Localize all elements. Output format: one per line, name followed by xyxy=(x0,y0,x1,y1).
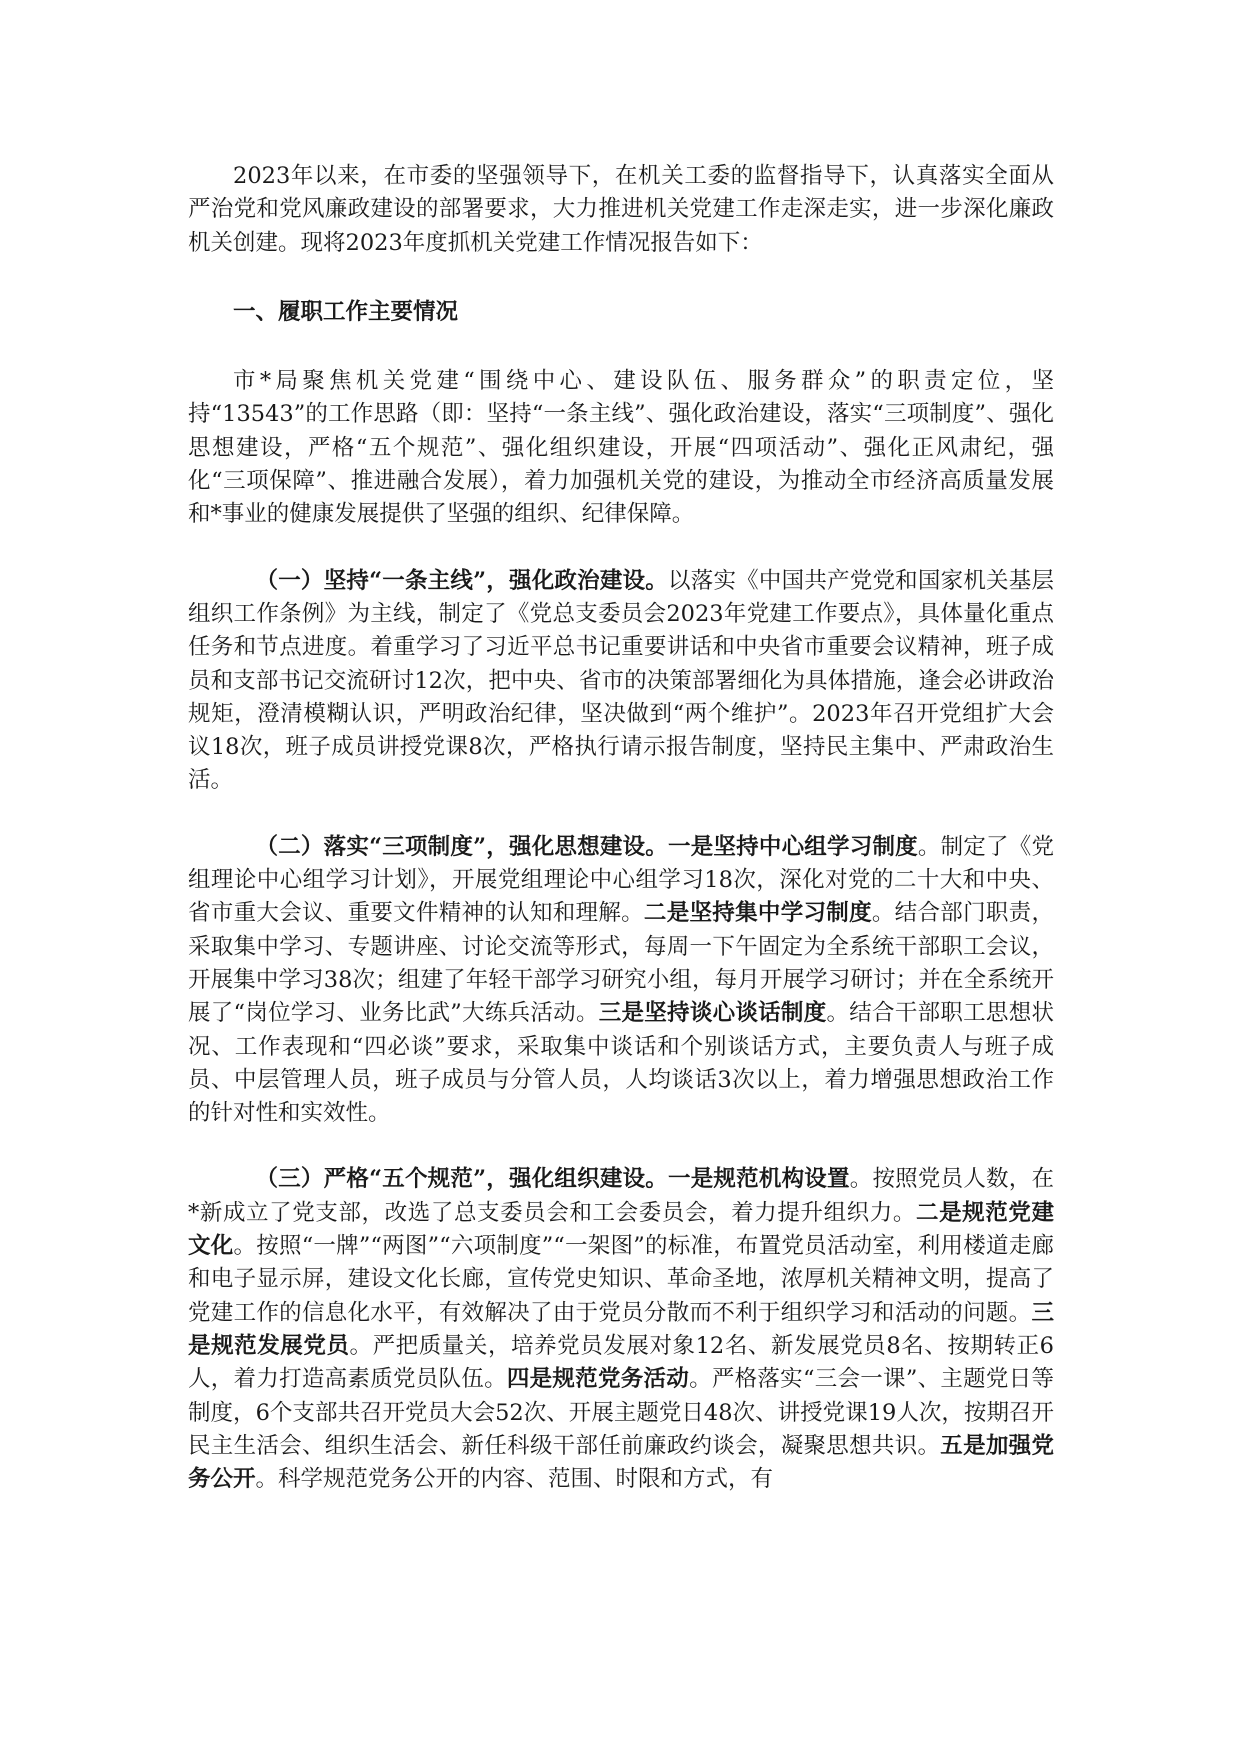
intro-paragraph: 2023年以来，在市委的坚强领导下，在机关工委的监督指导下，认真落实全面从严治党和党风廉政建设的部署要求，大力推进机关党建工作走深走实，进一步深化廉政机关创建。现将2023年度抓机关党建工作情况报告如下： xyxy=(188,163,1054,256)
section-2-title: （二）落实“三项制度”，强化思想建设。 xyxy=(255,833,668,860)
overview-paragraph: 市*局聚焦机关党建“围绕中心、建设队伍、服务群众”的职责定位，坚持“13543”的工作思路（即：坚持“一条主线”、强化政治建设，落实“三项制度”、强化思想建设，严格“五个规范”、强化组织建设，开展“四项活动”、强化正风肃纪，强化“三项保障”、推进融合发展），着力加强机关党的建设，为推动全市经济高质量发展和*事业的健康发展提供了坚强的组织、纪律保障。 xyxy=(188,368,1054,528)
section-1-title: （一）坚持“一条主线”，强化政治建设。 xyxy=(255,567,669,594)
section-3-point-5-title: 五是加强党务公开 xyxy=(188,1432,1054,1493)
section-3-point-1-text: 。按照党员人数，在*新成立了党支部，改选了总支委员会和工会委员会，着力提升组织力。 xyxy=(188,1166,1054,1226)
section-2-point-1-text: 。制定了《党组理论中心组学习计划》，开展党组理论中心组学习18次，深化对党的二十大和中央、省市重大会议、重要文件精神的认知和理解。 xyxy=(188,833,1054,927)
document-body xyxy=(188,160,1054,1496)
section-1-paragraph xyxy=(188,565,1054,798)
section-3-point-4-text: 。严格落实“三会一课”、主题党日等制度，6个支部共召开党员大会52次、开展主题党日48次、讲授党课19人次，按期召开民主生活会、组织生活会、新任科级干部任前廉政约谈会，凝聚思想共识。 xyxy=(188,1366,1054,1459)
section-3-paragraph xyxy=(188,1163,1054,1496)
section-2-point-2-title: 二是坚持集中学习制度 xyxy=(643,900,872,927)
section-heading-1: 一、履职工作主要情况 xyxy=(233,298,459,325)
section-2-point-3-title: 三是坚持谈心谈话制度 xyxy=(598,1000,827,1027)
section-2-point-1-title: 一是坚持中心组学习制度 xyxy=(668,833,918,860)
section-3-point-3-title: 三是规范发展党员 xyxy=(188,1299,1054,1359)
section-3-point-1-title: 一是规范机构设置 xyxy=(668,1166,850,1193)
section-3-point-2-title: 二是规范党建文化 xyxy=(188,1199,1054,1260)
section-3-point-4-title: 四是规范党务活动 xyxy=(506,1366,690,1393)
section-1-body: 以落实《中国共产党党和国家机关基层组织工作条例》为主线，制定了《党总支委员会2023年党建工作要点》，具体量化重点任务和节点进度。着重学习了习近平总书记重要讲话和中央省市重要会议精神，班子成员和支部书记交流研讨12次，把中央、省市的决策部署细化为具体措施，逢会必讲政治规矩，澄清模糊认识，严明政治纪律，坚决做到“两个维护”。2023年召开党组扩大会议18次，班子成员讲授党课8次，严格执行请示报告制度，坚持民主集中、严肃政治生活。 xyxy=(188,567,1054,794)
section-2-point-3-text: 。结合干部职工思想状况、工作表现和“四必谈”要求，采取集中谈话和个别谈话方式，主要负责人与班子成员、中层管理人员，班子成员与分管人员，人均谈话3次以上，着力增强思想政治工作的针对性和实效性。 xyxy=(188,1000,1054,1127)
section-3-title: （三）严格“五个规范”，强化组织建设。 xyxy=(255,1166,668,1193)
section-3-point-5-text: 。科学规范党务公开的内容、范围、时限和方式，有 xyxy=(255,1466,774,1493)
section-2-paragraph xyxy=(188,831,1054,1131)
section-3-point-3-text: 。严把质量关，培养党员发展对象12名、新发展党员8名、按期转正6人，着力打造高素质党员队伍。 xyxy=(188,1332,1054,1393)
section-2-point-2-text: 。结合部门职责，采取集中学习、专题讲座、讨论交流等形式，每周一下午固定为全系统干部职工会议，开展集中学习38次；组建了年轻干部学习研究小组，每月开展学习研讨；并在全系统开展了“岗位学习、业务比武”大练兵活动。 xyxy=(188,900,1054,1027)
section-3-point-2-text: 。按照“一牌”“两图”“六项制度”“一架图”的标准，布置党员活动室，利用楼道走廊和电子显示屏，建设文化长廊，宣传党史知识、革命圣地，浓厚机关精神文明，提高了党建工作的信息化水平，有效解决了由于党员分散而不利于组织学习和活动的问题。 xyxy=(188,1233,1054,1326)
